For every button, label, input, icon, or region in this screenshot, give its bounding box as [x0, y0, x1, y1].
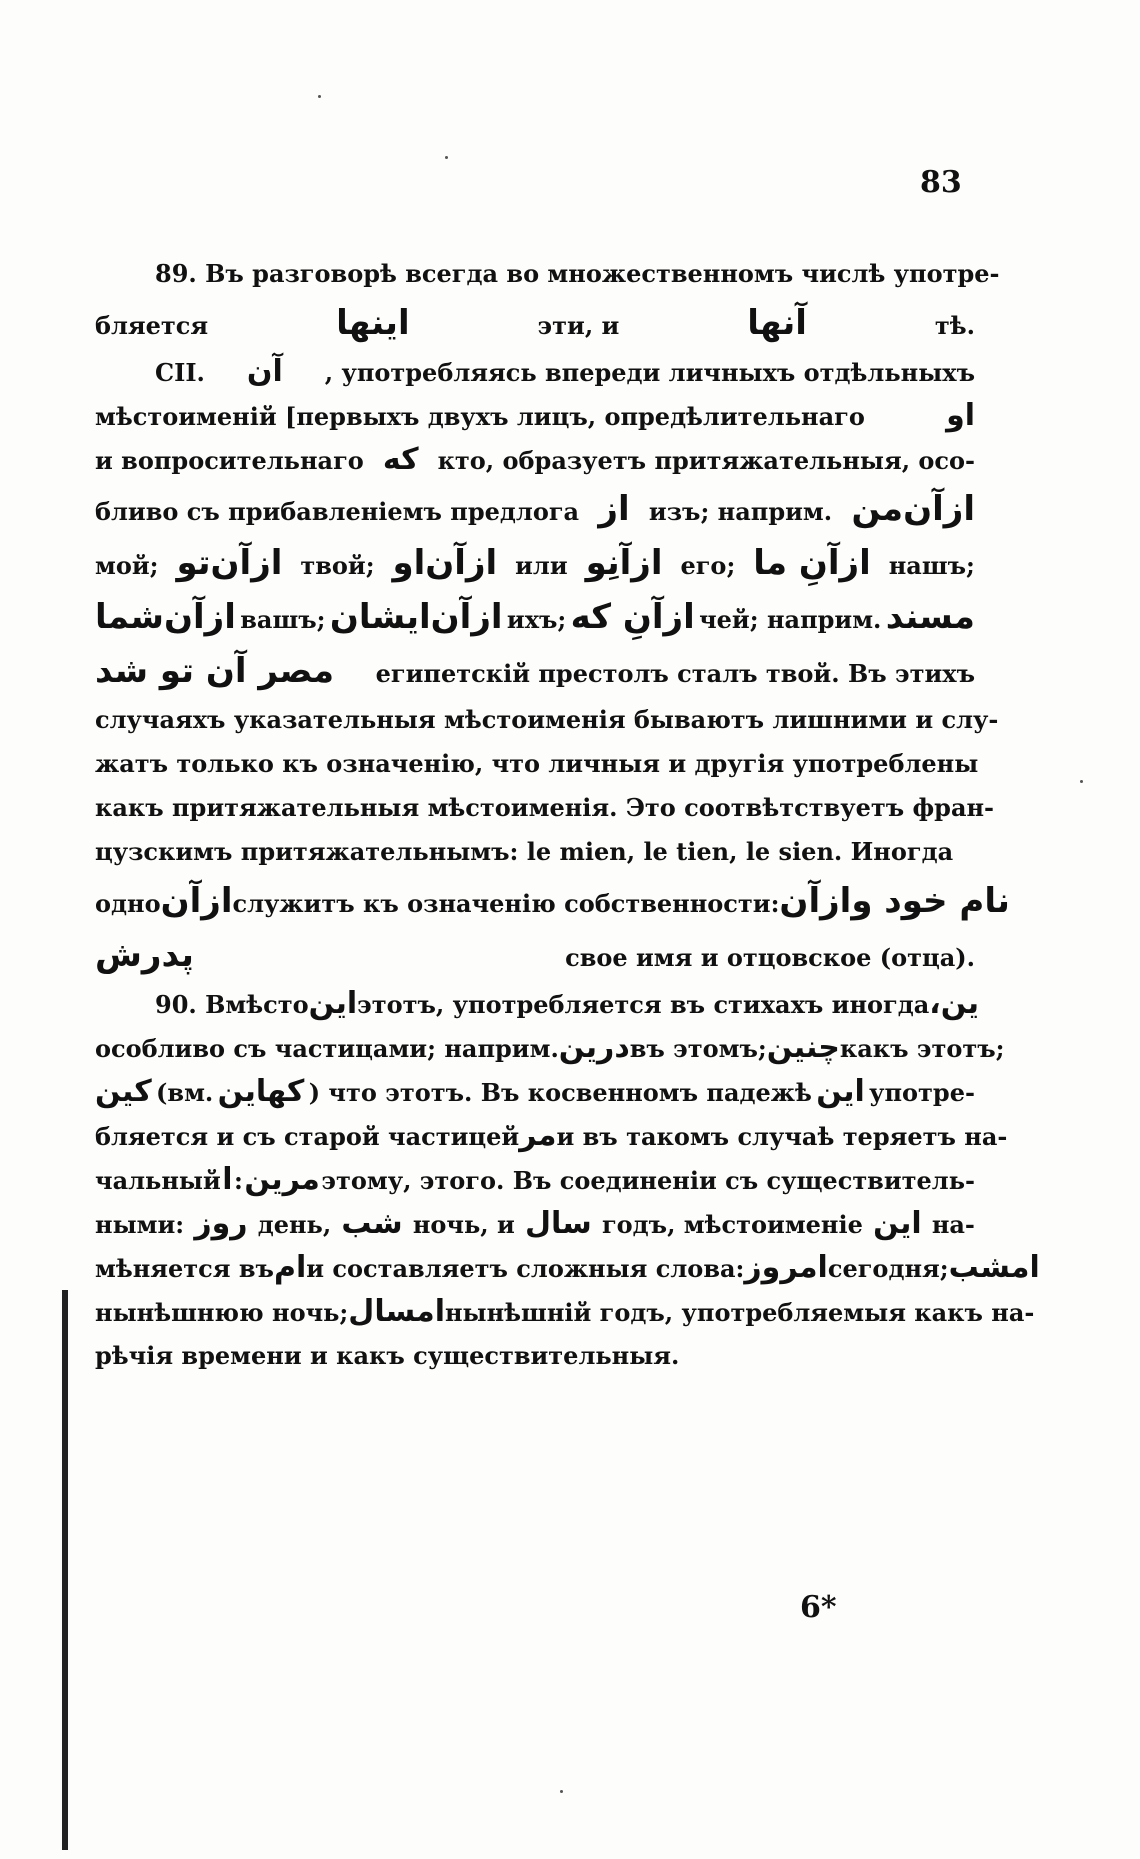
text-segment: твой;: [300, 551, 375, 580]
text-segment: нынѣшній годъ, употребляемыя какъ на-: [444, 1298, 1035, 1327]
text-line: [95, 742, 979, 786]
text-line: [95, 874, 1010, 928]
persian-word: مرین: [244, 1162, 320, 1197]
text-line: [95, 1246, 1040, 1290]
text-line: [95, 786, 995, 830]
text-segment: этому, этого. Въ соединеніи съ существитель-: [321, 1166, 975, 1195]
text-segment: чальный: [95, 1166, 221, 1195]
text-segment: случаяхъ указательныя мѣстоименія бываютъ лишними и слу-: [95, 705, 999, 734]
persian-word: او: [946, 398, 975, 433]
text-line: [95, 1290, 1035, 1334]
text-segment: употре-: [869, 1078, 975, 1107]
persian-word: امشب: [948, 1250, 1040, 1285]
text-line: [95, 296, 975, 350]
persian-word: درین: [558, 1030, 630, 1065]
text-segment: мѣстоименій [первыхъ двухъ лицъ, опредѣлительнаго: [95, 402, 865, 431]
text-line: [95, 928, 975, 982]
text-segment: и вопросительнаго: [95, 446, 364, 475]
text-segment: мой;: [95, 551, 159, 580]
persian-word: مسند: [885, 597, 975, 637]
text-segment: какъ притяжательныя мѣстоименія. Это соотвѣтствуетъ фран-: [95, 793, 995, 822]
persian-word: روز: [194, 1206, 248, 1241]
text-segment: служитъ къ означенію собственности:: [232, 889, 780, 918]
text-segment: :: [234, 1166, 243, 1195]
text-segment: бливо съ прибавленіемъ предлога: [95, 497, 580, 526]
text-segment: 89. Въ разговорѣ всегда во множественномъ числѣ употре-: [155, 259, 1000, 288]
text-segment: тѣ.: [934, 311, 975, 340]
text-line: [95, 1202, 975, 1246]
persian-word: مصر آن تو شد: [95, 651, 335, 691]
text-segment: свое имя и отцовское (отца).: [565, 943, 975, 972]
text-line: [95, 252, 1000, 296]
text-segment: или: [515, 551, 568, 580]
text-segment: ными:: [95, 1210, 185, 1239]
text-segment: день,: [257, 1210, 332, 1239]
text-line: [95, 394, 975, 438]
text-segment: его;: [680, 551, 736, 580]
persian-word: آنها: [747, 303, 807, 343]
text-segment: чей; наприм.: [699, 605, 882, 634]
text-segment: на-: [931, 1210, 975, 1239]
text-line: [95, 438, 975, 482]
text-segment: ) что этотъ. Въ косвенномъ падежѣ: [308, 1078, 812, 1107]
text-segment: ихъ;: [506, 605, 567, 634]
text-line: [95, 350, 975, 394]
persian-word: امسال: [348, 1294, 445, 1329]
persian-word: کین: [95, 1074, 152, 1109]
persian-word: کهاین: [217, 1074, 305, 1109]
text-segment: (вм.: [156, 1078, 214, 1107]
text-segment: жатъ только къ означенію, что личныя и другія употреблены: [95, 749, 979, 778]
persian-word: چنین: [766, 1030, 840, 1065]
persian-word: ازآنِ ما: [753, 543, 871, 583]
text-segment: нынѣшнюю ночь;: [95, 1298, 349, 1327]
text-segment: мѣняется въ: [95, 1254, 274, 1283]
text-segment: годъ, мѣстоименіе: [601, 1210, 863, 1239]
text-line: [95, 482, 975, 536]
text-segment: египетскій престолъ сталъ твой. Въ этихъ: [375, 659, 975, 688]
persian-word: مر: [519, 1118, 557, 1153]
text-segment: сегодня;: [827, 1254, 949, 1283]
persian-word: از: [598, 489, 630, 529]
persian-word: نام خود وازآن: [779, 881, 1010, 921]
persian-word: که: [382, 442, 419, 477]
text-line: [95, 830, 975, 874]
persian-word: اینها: [336, 303, 410, 343]
persian-word: ازآن‌تو: [176, 543, 283, 583]
persian-word: این: [308, 986, 358, 1021]
persian-word: این: [816, 1074, 865, 1109]
persian-word: امروز: [744, 1250, 828, 1285]
body-text: [95, 252, 1040, 1378]
persian-word: ازآن‌شما: [95, 597, 236, 637]
text-segment: и въ такомъ случаѣ теряетъ на-: [556, 1122, 1008, 1151]
text-segment: бляется и съ старой частицей: [95, 1122, 520, 1151]
text-segment: какъ этотъ;: [839, 1034, 1005, 1063]
persian-word: این: [873, 1206, 922, 1241]
persian-word: پدرش: [95, 935, 194, 975]
text-line: [95, 1334, 975, 1378]
text-segment: цузскимъ притяжательнымъ: le mien, le tien, le sien. Иногда: [95, 837, 954, 866]
persian-word: ا: [222, 1162, 233, 1197]
text-line: [95, 590, 975, 644]
text-segment: кто, образуетъ притяжательныя, осо-: [437, 446, 975, 475]
text-segment: рѣчія времени и какъ существительныя.: [95, 1341, 680, 1370]
page-number: 83: [920, 165, 962, 200]
text-segment: одно: [95, 889, 161, 918]
text-segment: 90. Вмѣсто: [155, 990, 309, 1019]
persian-word: شب: [341, 1206, 403, 1241]
text-segment: этотъ, употребляется въ стихахъ иногда: [357, 990, 930, 1019]
text-segment: нашъ;: [888, 551, 975, 580]
persian-word: ازآنِو: [585, 543, 663, 583]
signature-mark: 6*: [800, 1590, 837, 1625]
scan-speck: [1080, 780, 1083, 783]
text-segment: ночь, и: [412, 1210, 515, 1239]
text-segment: эти, и: [537, 311, 620, 340]
persian-word: ام: [273, 1250, 307, 1285]
persian-word: ازآنِ که: [570, 597, 695, 637]
persian-word: سال: [524, 1206, 592, 1241]
text-line: [95, 982, 979, 1026]
scan-margin-shadow: [62, 1290, 68, 1850]
scan-speck: [318, 95, 321, 98]
persian-word: ازآن‌او: [392, 543, 498, 583]
persian-word: ازآن‌ایشان: [329, 597, 503, 637]
text-segment: , употребляясь впереди личныхъ отдѣльныхъ: [324, 358, 975, 387]
persian-word: ازآن: [160, 881, 233, 921]
text-segment: въ этомъ;: [629, 1034, 767, 1063]
text-segment: изъ; наприм.: [648, 497, 833, 526]
persian-word: ین،: [929, 986, 979, 1021]
persian-word: ازآن‌من: [851, 489, 975, 529]
text-segment: и составляетъ сложныя слова:: [306, 1254, 745, 1283]
text-line: [95, 1114, 1008, 1158]
text-segment: вашъ;: [240, 605, 326, 634]
text-line: [95, 1158, 975, 1202]
text-segment: бляется: [95, 311, 209, 340]
text-line: [95, 698, 999, 742]
text-line: [95, 1070, 975, 1114]
scan-speck: [445, 156, 448, 159]
persian-word: آن: [246, 354, 283, 389]
text-line: [95, 536, 975, 590]
text-segment: CII.: [155, 358, 205, 387]
text-line: [95, 1026, 1005, 1070]
scan-speck: [560, 1790, 563, 1793]
text-line: [95, 644, 975, 698]
text-segment: особливо съ частицами; наприм.: [95, 1034, 559, 1063]
